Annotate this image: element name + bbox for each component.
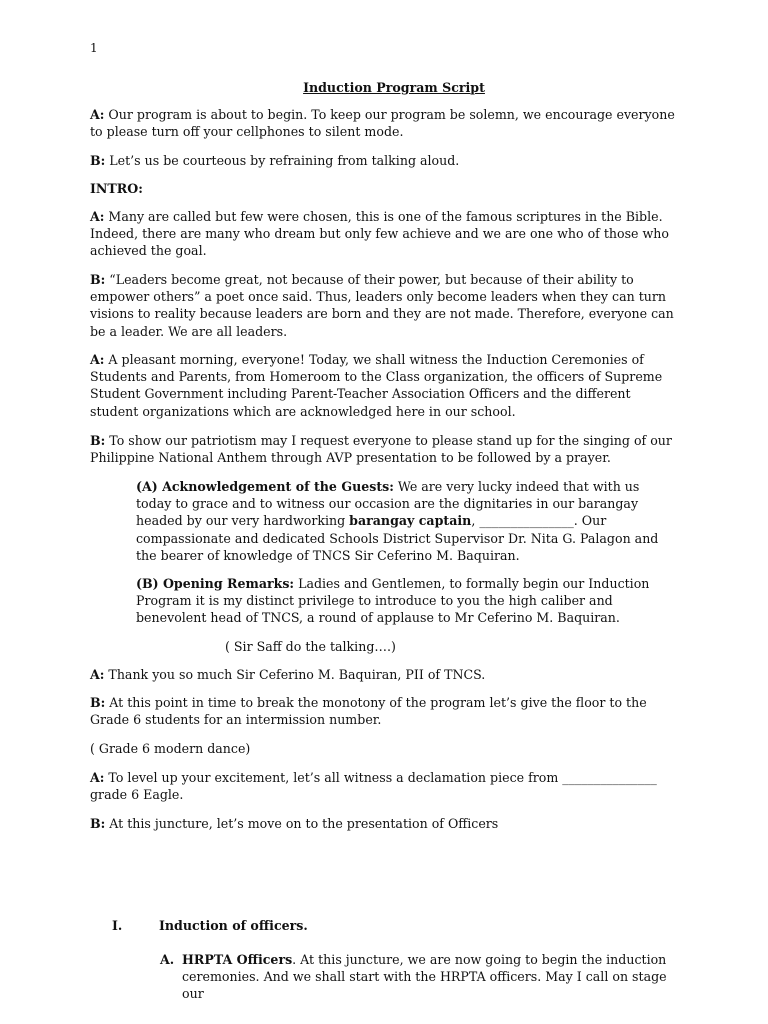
paragraph-b-leaders <box>90 271 680 340</box>
paragraph-text: Many are called but few were chosen, this is one of the famous scriptures in the Bible. Indeed, there are many who dream but only few achieve and we are one who of those who achieved the goal. <box>90 209 669 259</box>
opening-remarks-paragraph <box>136 575 676 627</box>
paragraph-a-greeting <box>90 351 680 420</box>
intro-heading: INTRO: <box>90 181 143 196</box>
speaker-label: B: <box>90 695 106 710</box>
section-title: Induction of officers. <box>159 918 308 933</box>
paragraph-b-officers <box>90 815 680 832</box>
speaker-label: A: <box>90 770 105 785</box>
stage-note: ( Sir Saff do the talking….) <box>225 639 396 654</box>
hrpta-officers-heading: HRPTA Officers <box>182 952 293 967</box>
page-number: 1 <box>90 41 98 55</box>
speaker-label: A: <box>90 107 105 122</box>
speaker-label: B: <box>90 433 106 448</box>
paragraph-text: , _______________. Our compassionate and dedicated Schools District Supervisor Dr. Nita G. Palagon and the bearer of knowledge of TNCS Sir Ceferino M. Baquiran. <box>136 513 659 563</box>
paragraph-text: Let’s us be courteous by refraining from talking aloud. <box>105 153 460 168</box>
paragraph-text: At this juncture, let’s move on to the presentation of Officers <box>105 816 499 831</box>
hrpta-officers-paragraph <box>182 951 672 1003</box>
paragraph-text: To level up your excitement, let’s all witness a declamation piece from _______________ grade 6 Eagle. <box>90 770 657 803</box>
paragraph-text: To show our patriotism may I request everyone to please stand up for the singing of our Philippine National Anthem through AVP presentation to be followed by a prayer. <box>90 433 672 466</box>
speaker-label: B: <box>90 153 106 168</box>
paragraph-text: Thank you so much Sir Ceferino M. Baquiran, PII of TNCS. <box>104 667 486 682</box>
speaker-label: B: <box>90 816 106 831</box>
paragraph-b-intermission <box>90 694 680 728</box>
speaker-label: B: <box>90 272 106 287</box>
barangay-captain-label: barangay captain <box>349 513 472 529</box>
paragraph-text: . At this juncture, we are now going to begin the induction ceremonies. And we shall start with the HRPTA officers. May I call on stage our <box>182 952 667 1002</box>
section-number: I. <box>112 918 123 933</box>
paragraph-text: Ladies and Gentlemen, to formally begin our Induction Program it is my distinct privilege to introduce to you the high caliber and benevolent head of TNCS, a round of applause to Mr Ceferino M. Baquiran. <box>136 576 650 626</box>
paragraph-a-scripture <box>90 208 680 260</box>
acknowledgement-paragraph <box>136 478 676 564</box>
paragraph-b-courtesy <box>90 152 680 169</box>
paragraph-a-declamation <box>90 769 680 803</box>
paragraph-text: “Leaders become great, not because of their power, but because of their ability to empower others” a poet once said. Thus, leaders only become leaders when they can turn visions to reality because leaders are born and they are not made. Therefore, everyone can be a leader. We are all leaders. <box>90 272 674 339</box>
paragraph-text: A pleasant morning, everyone! Today, we shall witness the Induction Ceremonies of Students and Parents, from Homeroom to the Class organization, the officers of Supreme Student Government including Parent-Teacher Association Officers and the different student organizations which are acknowledged here in our school. <box>90 352 663 419</box>
document-title: Induction Program Script <box>303 80 485 95</box>
speaker-label: A: <box>90 352 105 367</box>
speaker-label: A: <box>90 209 105 224</box>
paragraph-text: We are very lucky indeed that with us today to grace and to witness our occasion are the dignitaries in our barangay headed by our very hardworking <box>136 479 640 529</box>
dance-note: ( Grade 6 modern dance) <box>90 741 251 756</box>
opening-remarks-heading: (B) Opening Remarks: <box>136 576 295 591</box>
paragraph-text: Our program is about to begin. To keep our program be solemn, we encourage everyone to please turn off your cellphones to silent mode. <box>90 107 675 140</box>
speaker-label: A: <box>90 667 105 682</box>
acknowledgement-heading: (A) Acknowledgement of the Guests: <box>136 479 394 494</box>
paragraph-text: At this point in time to break the monotony of the program let’s give the floor to the Grade 6 students for an intermission number. <box>90 695 647 728</box>
subsection-letter: A. <box>160 952 175 967</box>
paragraph-a-thanks <box>90 666 680 683</box>
paragraph-b-anthem <box>90 432 680 466</box>
paragraph-a-intro <box>90 106 680 140</box>
